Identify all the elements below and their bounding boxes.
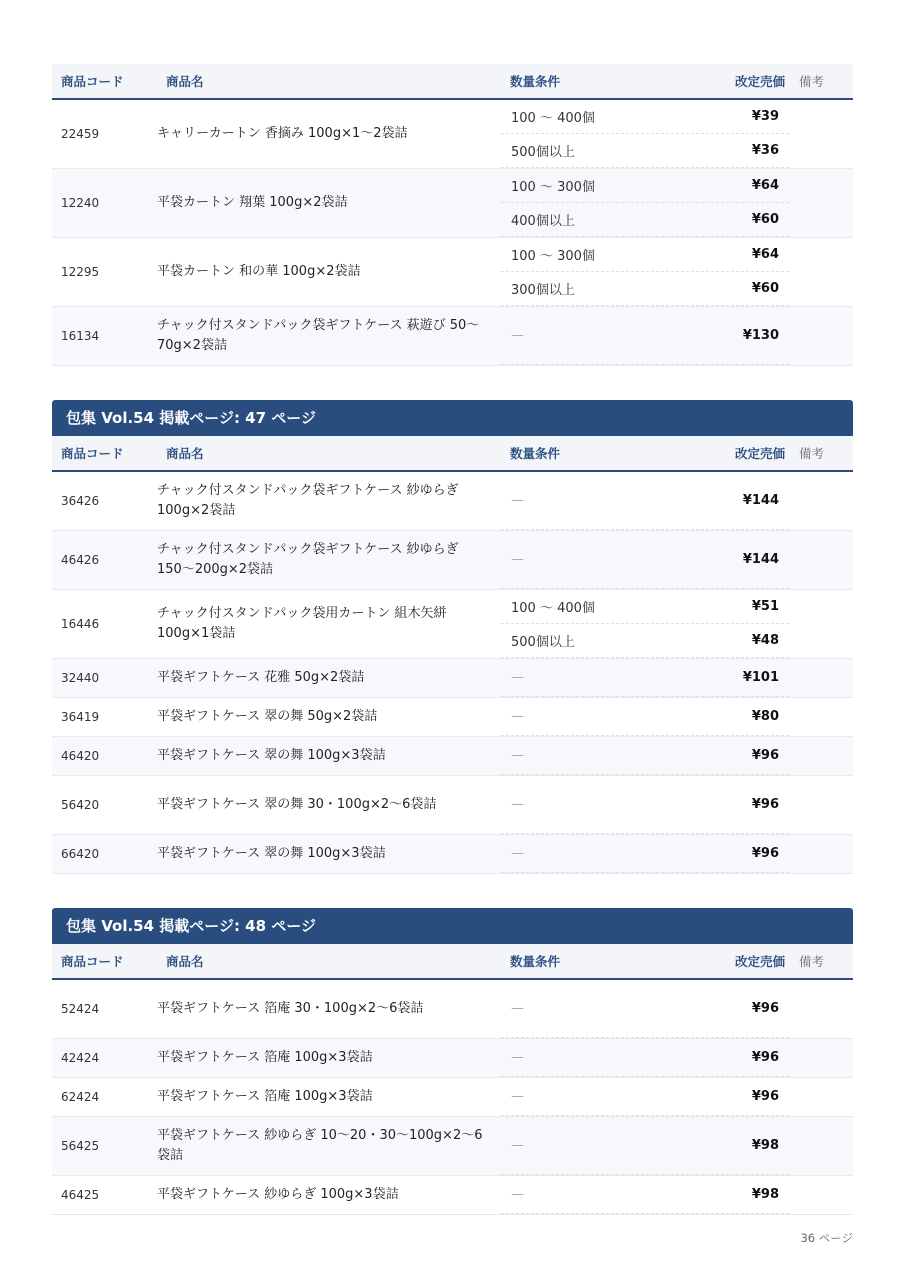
revised-price: ¥48 (751, 633, 779, 648)
product-code: 52424 (61, 1002, 100, 1016)
qty-price-cell (501, 776, 789, 835)
section-title: 包集 Vol.54 掲載ページ: 47 ページ (52, 400, 853, 436)
price-tier (501, 835, 789, 873)
product-name: 平袋ギフトケース 翠の舞 100g×3袋詰 (157, 748, 386, 763)
price-tier (501, 307, 789, 365)
qty-condition: 100 〜 400個 (511, 601, 595, 616)
header-price: 改定売価 (734, 446, 785, 461)
product-name: 平袋ギフトケース 箔庵 100g×3袋詰 (157, 1050, 373, 1065)
product-name: 平袋カートン 和の華 100g×2袋詰 (157, 264, 361, 279)
table-row (52, 531, 853, 590)
revised-price: ¥51 (751, 599, 779, 614)
product-name: 平袋ギフトケース 紗ゆらぎ 10〜20・30〜100g×2〜6袋詰 (157, 1128, 483, 1163)
table-row (52, 238, 853, 307)
price-tier (501, 272, 789, 306)
section-title: 包集 Vol.54 掲載ページ: 48 ページ (52, 908, 853, 944)
qty-price-cell (501, 531, 789, 590)
table-row (52, 590, 853, 659)
table-row (52, 99, 853, 169)
product-name: 平袋カートン 翔葉 100g×2袋詰 (157, 195, 348, 210)
product-code: 46425 (61, 1188, 100, 1202)
table-header-row (52, 436, 853, 471)
table-row (52, 1117, 853, 1176)
header-name: 商品名 (166, 74, 204, 89)
header-code: 商品コード (61, 74, 124, 89)
price-tier (501, 472, 789, 530)
qty-price-cell (501, 1176, 789, 1215)
table-header-row (52, 944, 853, 979)
qty-price-cell (501, 169, 789, 238)
qty-condition: — (511, 493, 524, 508)
product-code: 16134 (61, 329, 100, 343)
product-code: 56420 (61, 798, 100, 812)
product-code: 22459 (61, 127, 100, 141)
qty-condition: — (511, 1089, 524, 1104)
revised-price: ¥98 (751, 1187, 779, 1202)
price-tier (501, 203, 789, 237)
note-cell (789, 99, 853, 169)
qty-condition: 100 〜 300個 (511, 180, 595, 195)
qty-price-cell (501, 471, 789, 531)
note-cell (789, 835, 853, 874)
revised-price: ¥96 (751, 1001, 779, 1016)
product-name: 平袋ギフトケース 箔庵 30・100g×2〜6袋詰 (157, 1001, 424, 1016)
note-cell (789, 307, 853, 366)
price-tier (501, 134, 789, 168)
header-price: 改定売価 (734, 954, 785, 969)
revised-price: ¥80 (751, 709, 779, 724)
price-tier (501, 1039, 789, 1077)
qty-condition: — (511, 797, 524, 812)
table-row (52, 307, 853, 366)
qty-price-cell (501, 1078, 789, 1117)
header-qty: 数量条件 (510, 954, 561, 969)
revised-price: ¥60 (751, 281, 779, 296)
table-row (52, 1039, 853, 1078)
price-tier (501, 659, 789, 697)
product-name: 平袋ギフトケース 箔庵 100g×3袋詰 (157, 1089, 373, 1104)
price-tier (501, 624, 789, 658)
table-row (52, 776, 853, 835)
header-note: 備考 (799, 954, 825, 969)
product-name: キャリーカートン 香摘み 100g×1〜2袋詰 (157, 126, 408, 141)
qty-price-cell (501, 979, 789, 1039)
revised-price: ¥96 (751, 1050, 779, 1065)
qty-condition: — (511, 670, 524, 685)
revised-price: ¥60 (751, 212, 779, 227)
table-row (52, 1176, 853, 1215)
qty-condition: 500個以上 (511, 145, 575, 160)
price-revision-page (52, 64, 853, 1249)
qty-price-cell (501, 307, 789, 366)
product-code: 66420 (61, 847, 100, 861)
note-cell (789, 1078, 853, 1117)
qty-condition: — (511, 1050, 524, 1065)
product-code: 36419 (61, 710, 100, 724)
qty-condition: 500個以上 (511, 635, 575, 650)
header-price: 改定売価 (734, 74, 785, 89)
product-code: 12295 (61, 265, 100, 279)
header-name: 商品名 (166, 446, 204, 461)
qty-price-cell (501, 835, 789, 874)
note-cell (789, 979, 853, 1039)
header-code: 商品コード (61, 954, 124, 969)
table-row (52, 471, 853, 531)
table-row (52, 979, 853, 1039)
qty-condition: — (511, 846, 524, 861)
qty-condition: — (511, 1187, 524, 1202)
revised-price: ¥96 (751, 748, 779, 763)
price-tier (501, 169, 789, 203)
qty-condition: 100 〜 400個 (511, 111, 595, 126)
header-qty: 数量条件 (510, 446, 561, 461)
price-section (52, 64, 853, 366)
qty-condition: — (511, 1138, 524, 1153)
note-cell (789, 238, 853, 307)
product-name: 平袋ギフトケース 花雅 50g×2袋詰 (157, 670, 365, 685)
revised-price: ¥96 (751, 797, 779, 812)
product-name: 平袋ギフトケース 翠の舞 50g×2袋詰 (157, 709, 378, 724)
qty-price-cell (501, 1039, 789, 1078)
product-code: 16446 (61, 617, 100, 631)
price-tier (501, 1117, 789, 1175)
qty-condition: 400個以上 (511, 214, 575, 229)
price-table (52, 944, 853, 1215)
revised-price: ¥64 (751, 178, 779, 193)
product-name: 平袋ギフトケース 翠の舞 100g×3袋詰 (157, 846, 386, 861)
revised-price: ¥144 (742, 493, 779, 508)
note-cell (789, 698, 853, 737)
product-code: 46426 (61, 553, 100, 567)
price-tier (501, 776, 789, 834)
product-code: 56425 (61, 1139, 100, 1153)
revised-price: ¥96 (751, 1089, 779, 1104)
price-tier (501, 590, 789, 624)
note-cell (789, 531, 853, 590)
revised-price: ¥144 (742, 552, 779, 567)
qty-price-cell (501, 698, 789, 737)
price-tier (501, 531, 789, 589)
qty-price-cell (501, 99, 789, 169)
qty-price-cell (501, 1117, 789, 1176)
product-code: 42424 (61, 1051, 100, 1065)
qty-condition: — (511, 748, 524, 763)
product-name: チャック付スタンドパック袋ギフトケース 萩遊び 50〜70g×2袋詰 (157, 318, 480, 353)
price-section (52, 908, 853, 1215)
revised-price: ¥39 (751, 109, 779, 124)
price-tier (501, 698, 789, 736)
header-qty: 数量条件 (510, 74, 561, 89)
note-cell (789, 169, 853, 238)
note-cell (789, 1176, 853, 1215)
qty-condition: 300個以上 (511, 283, 575, 298)
qty-condition: — (511, 328, 524, 343)
revised-price: ¥96 (751, 846, 779, 861)
header-note: 備考 (799, 446, 825, 461)
header-note: 備考 (799, 74, 825, 89)
price-tier (501, 980, 789, 1038)
product-name: 平袋ギフトケース 翠の舞 30・100g×2〜6袋詰 (157, 797, 437, 812)
product-code: 36426 (61, 494, 100, 508)
product-code: 62424 (61, 1090, 100, 1104)
note-cell (789, 1039, 853, 1078)
table-row (52, 169, 853, 238)
qty-price-cell (501, 238, 789, 307)
price-tier (501, 238, 789, 272)
price-tier (501, 100, 789, 134)
product-code: 46420 (61, 749, 100, 763)
qty-condition: — (511, 552, 524, 567)
product-name: チャック付スタンドパック袋ギフトケース 紗ゆらぎ 150〜200g×2袋詰 (157, 542, 459, 577)
price-table (52, 64, 853, 366)
qty-price-cell (501, 659, 789, 698)
header-code: 商品コード (61, 446, 124, 461)
price-table (52, 436, 853, 874)
note-cell (789, 659, 853, 698)
product-name: チャック付スタンドパック袋ギフトケース 紗ゆらぎ 100g×2袋詰 (157, 483, 459, 518)
price-tier (501, 1078, 789, 1116)
price-section (52, 400, 853, 874)
table-row (52, 659, 853, 698)
table-row (52, 737, 853, 776)
page-number: 36 ページ (800, 1231, 853, 1245)
note-cell (789, 737, 853, 776)
note-cell (789, 471, 853, 531)
qty-price-cell (501, 590, 789, 659)
price-tier (501, 737, 789, 775)
note-cell (789, 776, 853, 835)
product-code: 12240 (61, 196, 100, 210)
revised-price: ¥101 (742, 670, 779, 685)
table-header-row (52, 64, 853, 99)
header-name: 商品名 (166, 954, 204, 969)
qty-condition: — (511, 709, 524, 724)
revised-price: ¥130 (742, 328, 779, 343)
note-cell (789, 1117, 853, 1176)
product-name: チャック付スタンドパック袋用カートン 組木矢絣 100g×1袋詰 (157, 606, 447, 641)
revised-price: ¥36 (751, 143, 779, 158)
table-row (52, 698, 853, 737)
price-tier (501, 1176, 789, 1214)
qty-condition: — (511, 1001, 524, 1016)
table-row (52, 1078, 853, 1117)
revised-price: ¥98 (751, 1138, 779, 1153)
table-row (52, 835, 853, 874)
qty-condition: 100 〜 300個 (511, 249, 595, 264)
product-code: 32440 (61, 671, 100, 685)
note-cell (789, 590, 853, 659)
revised-price: ¥64 (751, 247, 779, 262)
qty-price-cell (501, 737, 789, 776)
product-name: 平袋ギフトケース 紗ゆらぎ 100g×3袋詰 (157, 1187, 399, 1202)
